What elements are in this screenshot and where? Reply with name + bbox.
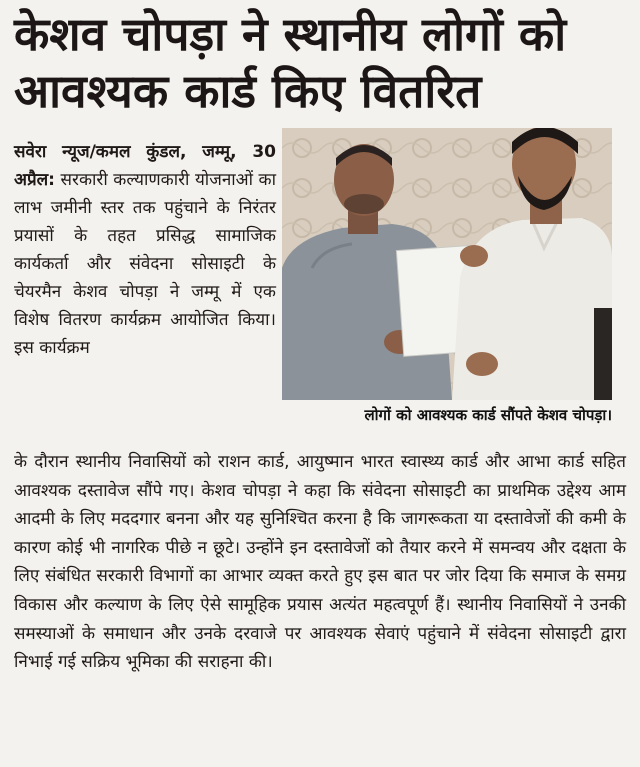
news-photo <box>282 128 612 400</box>
news-photo-illustration <box>282 128 612 400</box>
dateline: सवेरा न्यूज/कमल कुंडल, जम्मू, 30 अप्रैल: <box>14 142 276 190</box>
article-body <box>14 448 626 677</box>
intro-column <box>14 138 276 362</box>
photo-caption: लोगों को आवश्यक कार्ड सौंपते केशव चोपड़ा। <box>364 406 612 424</box>
headline: केशव चोपड़ा ने स्थानीय लोगों को आवश्यक कार्ड किए वितरित <box>14 7 567 118</box>
body-paragraph: के दौरान स्थानीय निवासियों को राशन कार्ड, आयुष्मान भारत स्वास्थ्य कार्ड और आभा कार्ड सहित आवश्यक दस्तावेज सौंपे गए। केशव चोपड़ा ने कहा कि संवेदना सोसाइटी का प्राथमिक उद्देश्य आम आदमी के लिए मददगार बनना और यह सुनिश्चित करना है कि जागरूकता या दस्तावेजों की कमी के कारण कोई भी नागरिक पीछे न छूटे। उन्होंने इन दस्तावेजों को तैयार करने में समन्वय और दक्षता के लिए संबंधित सरकारी विभागों का आभार व्यक्त करते हुए इस बात पर जोर दिया कि समाज के समग्र विकास और कल्याण के लिए ऐसे सामूहिक प्रयास अत्यंत महत्वपूर्ण हैं। स्थानीय निवासियों ने उनकी समस्याओं के समाधान और उनके दरवाजे पर आवश्यक सेवाएं पहुंचाने में संवेदना सोसाइटी द्वारा निभाई गई सक्रिय भूमिका की सराहना की। <box>14 452 626 673</box>
intro-paragraph <box>14 138 276 362</box>
intro-text: सरकारी कल्याणकारी योजनाओं का लाभ जमीनी स्तर तक पहुंचाने के निरंतर प्रयासों के तहत प्रसिद्ध सामाजिक कार्यकर्ता और संवेदना सोसाइटी के चेयरमैन केशव चोपड़ा ने जम्मू में एक विशेष वितरण कार्यक्रम आयोजित किया। इस कार्यक्रम <box>14 170 276 358</box>
